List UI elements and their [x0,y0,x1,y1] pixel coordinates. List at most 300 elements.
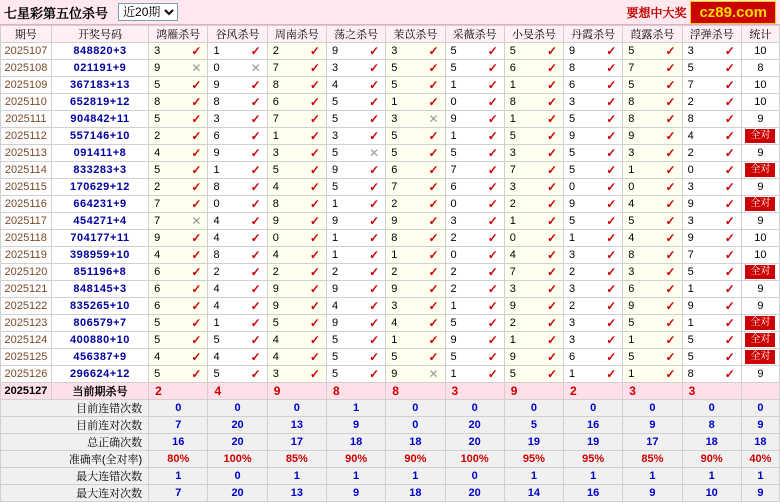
kill-number: 3 [391,45,398,57]
kill-number: 5 [628,351,635,363]
stat-value-9: 18 [682,434,741,451]
kill-cell-content [327,196,385,212]
cell-kill-1 [208,281,267,298]
check-icon: ✓ [724,197,735,211]
table-row [1,145,780,162]
cross-icon: ✕ [191,61,202,75]
kill-cell-content [683,349,741,365]
check-icon: ✓ [250,367,261,381]
cell-kill-2 [267,111,326,128]
check-icon: ✓ [191,299,202,313]
cell-period[interactable]: 2025123 [1,315,52,332]
check-icon: ✓ [250,78,261,92]
kill-number: 1 [509,334,516,346]
site-logo[interactable]: cz89.com [690,1,776,24]
kill-number: 1 [509,79,516,91]
check-icon: ✓ [665,78,676,92]
cell-period[interactable]: 2025107 [1,43,52,60]
kill-number: 4 [272,249,279,261]
check-icon: ✓ [546,61,558,75]
kill-number: 5 [272,164,279,176]
cell-kill-9 [682,349,741,366]
check-icon: ✓ [309,333,320,347]
cell-period[interactable]: 2025117 [1,213,52,230]
kill-number: 7 [628,62,635,74]
cell-period[interactable]: 2025120 [1,264,52,281]
check-icon: ✓ [191,95,202,109]
cell-kill-5 [445,213,504,230]
cell-kill-4 [386,162,445,179]
cell-kill-0 [149,247,208,264]
check-icon: ✓ [665,231,676,245]
kill-cell-content [683,145,741,161]
kill-number: 6 [154,283,161,295]
check-icon: ✓ [309,180,320,194]
kill-cell-content [623,366,681,382]
cell-period[interactable]: 2025121 [1,281,52,298]
cell-kill-2 [267,60,326,77]
check-icon: ✓ [546,248,558,262]
kill-cell-content [564,128,622,144]
kill-number: 4 [213,232,220,244]
check-icon: ✓ [665,146,676,160]
kill-number: 3 [628,147,635,159]
cell-kill-3 [326,315,385,332]
kill-cell-content [683,179,741,195]
kill-number: 5 [509,130,516,142]
check-icon: ✓ [487,146,498,160]
kill-number: 5 [628,45,635,57]
check-icon: ✓ [546,316,558,330]
check-icon: ✓ [250,265,261,279]
kill-number: 1 [628,368,635,380]
cell-summary: 9 [741,145,779,162]
cell-period[interactable]: 2025124 [1,332,52,349]
kill-number: 2 [509,317,516,329]
table-row [1,230,780,247]
check-icon: ✓ [606,350,617,364]
kill-number: 8 [391,232,398,244]
stat-value-6: 95% [504,451,563,468]
cell-kill-8 [623,247,682,264]
cell-kill-0 [149,332,208,349]
check-icon: ✓ [546,44,558,58]
cell-kill-2 [267,298,326,315]
check-icon: ✓ [487,265,498,279]
stat-value-4: 0 [386,417,445,434]
kill-number: 1 [450,300,457,312]
cell-kill-9 [682,264,741,281]
check-icon: ✓ [191,163,202,177]
cell-kill-0 [149,349,208,366]
kill-cell-content [386,94,444,110]
cell-period[interactable]: 2025119 [1,247,52,264]
cell-period[interactable]: 2025109 [1,77,52,94]
cell-kill-7 [564,366,623,383]
cell-period[interactable]: 2025110 [1,94,52,111]
kill-cell-content [268,43,326,59]
cell-period[interactable]: 2025114 [1,162,52,179]
kill-number: 6 [154,266,161,278]
kill-number: 5 [569,215,576,227]
check-icon: ✓ [546,78,558,92]
kill-cell-content [683,230,741,246]
kill-cell-content [623,281,681,297]
check-icon: ✓ [724,180,735,194]
check-icon: ✓ [724,350,735,364]
kill-number: 5 [391,351,398,363]
cell-kill-4 [386,196,445,213]
kill-number: 4 [391,317,398,329]
kill-number: 1 [213,164,220,176]
cell-kill-3 [326,196,385,213]
kill-cell-content [564,230,622,246]
kill-cell-content [386,179,444,195]
stat-value-4: 1 [386,468,445,485]
kill-number: 9 [331,215,339,227]
check-icon: ✓ [309,265,320,279]
cell-kill-8 [623,60,682,77]
stat-value-8: 85% [623,451,682,468]
stat-label: 最大连错次数 [1,468,149,485]
cell-kill-4 [386,179,445,196]
kill-number: 1 [687,283,694,295]
kill-number: 5 [509,368,516,380]
cell-period[interactable]: 2025118 [1,230,52,247]
cell-kill-2 [267,128,326,145]
kill-cell-content [446,332,504,348]
stat-value-4: 18 [386,434,445,451]
kill-cell-content [327,213,385,229]
check-icon: ✓ [724,78,735,92]
kill-cell-content [386,60,444,76]
kill-number: 3 [687,45,694,57]
kill-cell-content [505,179,563,195]
cell-period[interactable]: 2025108 [1,60,52,77]
kill-cell-content [149,298,207,314]
cell-period[interactable]: 2025116 [1,196,52,213]
period-select[interactable] [118,3,178,21]
cell-period[interactable]: 2025125 [1,349,52,366]
check-icon: ✓ [369,299,380,313]
kill-cell-content [564,264,622,280]
kill-number: 5 [450,351,457,363]
cell-kill-4 [386,281,445,298]
kill-cell-content [505,60,563,76]
stat-value-1: 0 [208,468,267,485]
kill-cell-content [505,230,563,246]
check-icon: ✓ [665,350,676,364]
cell-kill-3 [326,128,385,145]
kill-cell-content [683,162,741,178]
cell-kill-3 [326,298,385,315]
cell-period[interactable]: 2025115 [1,179,52,196]
cell-summary: 10 [741,77,779,94]
kill-number: 6 [569,351,576,363]
check-icon: ✓ [309,231,320,245]
check-icon: ✓ [191,316,202,330]
check-icon: ✓ [546,299,558,313]
stat-row-2 [1,434,780,451]
cell-summary [741,162,779,179]
kill-number: 8 [213,96,220,108]
check-icon: ✓ [250,112,261,126]
kill-cell-content [327,281,385,297]
kill-cell-content [564,332,622,348]
check-icon: ✓ [724,129,735,143]
stat-row-4 [1,468,780,485]
kill-cell-content [268,162,326,178]
cell-kill-0 [149,162,208,179]
kill-number: 5 [628,317,635,329]
check-icon: ✓ [606,333,617,347]
stat-value-5: 100% [445,451,504,468]
cell-kill-3 [326,94,385,111]
check-icon: ✓ [309,299,320,313]
kill-cell-content [623,264,681,280]
check-icon: ✓ [665,112,676,126]
check-icon: ✓ [369,333,380,347]
kill-cell-content [446,315,504,331]
stat-value-5: 20 [445,485,504,502]
kill-cell-content [327,111,385,127]
cell-open-number: 833283+3 [51,162,148,179]
cell-kill-6 [504,43,563,60]
check-icon: ✓ [665,214,676,228]
kill-cell-content [564,60,622,76]
cell-kill-8 [623,111,682,128]
check-icon: ✓ [487,112,498,126]
kill-cell-content [268,179,326,195]
check-icon: ✓ [309,78,320,92]
cell-kill-0 [149,264,208,281]
kill-number: 9 [213,79,220,91]
cell-kill-3 [326,213,385,230]
cell-kill-8 [623,179,682,196]
kill-cell-content [564,179,622,195]
cell-kill-1 [208,247,267,264]
kill-cell-content [623,332,681,348]
cell-kill-1 [208,230,267,247]
kill-number: 5 [331,96,339,108]
check-icon: ✓ [665,248,676,262]
kill-number: 1 [687,317,694,329]
kill-number: 2 [154,130,161,142]
cross-icon: ✕ [369,146,380,160]
kill-cell-content [683,60,741,76]
cell-period[interactable]: 2025122 [1,298,52,315]
kill-number: 4 [331,79,339,91]
cell-summary [741,264,779,281]
check-icon: ✓ [369,163,380,177]
check-icon: ✓ [487,95,498,109]
kill-cell-content [505,264,563,280]
cell-kill-7 [564,315,623,332]
check-icon: ✓ [369,367,380,381]
kill-cell-content [208,298,266,314]
check-icon: ✓ [606,44,617,58]
kill-number: 4 [154,249,161,261]
kill-cell-content [268,366,326,382]
cell-kill-9 [682,332,741,349]
cell-kill-7 [564,60,623,77]
kill-cell-content [327,264,385,280]
check-icon: ✓ [309,350,320,364]
cell-kill-4 [386,145,445,162]
kill-number: 3 [509,147,516,159]
check-icon: ✓ [606,163,617,177]
check-icon: ✓ [191,367,202,381]
cell-kill-6 [504,349,563,366]
stat-value-2: 13 [267,417,326,434]
check-icon: ✓ [428,265,439,279]
cell-kill-2 [267,332,326,349]
kill-cell-content [268,128,326,144]
check-icon: ✓ [191,282,202,296]
cell-kill-9 [682,230,741,247]
cell-period[interactable]: 2025113 [1,145,52,162]
check-icon: ✓ [546,146,558,160]
kill-number: 6 [450,181,457,193]
stat-value-4: 0 [386,400,445,417]
check-icon: ✓ [665,44,676,58]
cell-kill-1 [208,162,267,179]
check-icon: ✓ [665,61,676,75]
cell-kill-1 [208,94,267,111]
kill-number: 8 [628,249,635,261]
cell-kill-6 [504,298,563,315]
cell-open-number: 170629+12 [51,179,148,196]
cell-open-number: 398959+10 [51,247,148,264]
kill-number: 0 [687,164,694,176]
cell-kill-6 [504,315,563,332]
kill-number: 6 [509,62,516,74]
cell-open-number: 848145+3 [51,281,148,298]
kill-number: 8 [628,96,635,108]
kill-cell-content [208,94,266,110]
cell-kill-0 [149,111,208,128]
check-icon: ✓ [724,282,735,296]
cell-kill-8 [623,145,682,162]
check-icon: ✓ [369,44,380,58]
cell-kill-2 [267,281,326,298]
current-kill-1: 4 [208,383,267,400]
check-icon: ✓ [487,214,498,228]
kill-cell-content [446,230,504,246]
check-icon: ✓ [606,316,617,330]
kill-cell-content [386,145,444,161]
cell-kill-7 [564,111,623,128]
check-icon: ✓ [369,350,380,364]
cross-icon: ✕ [428,367,439,381]
cell-kill-1 [208,179,267,196]
table-body [1,43,780,502]
check-icon: ✓ [487,129,498,143]
kill-cell-content [505,349,563,365]
stat-summary: 18 [741,434,779,451]
check-icon: ✓ [309,61,320,75]
kill-number: 9 [272,283,279,295]
check-icon: ✓ [309,44,320,58]
kill-cell-content [208,264,266,280]
check-icon: ✓ [665,95,676,109]
kill-number: 8 [687,368,694,380]
kill-number: 1 [391,96,398,108]
kill-cell-content [268,213,326,229]
kill-number: 7 [687,79,694,91]
kill-cell-content [623,77,681,93]
kill-number: 3 [569,283,576,295]
check-icon: ✓ [724,367,735,381]
kill-number: 1 [450,79,457,91]
cell-period[interactable]: 2025112 [1,128,52,145]
kill-number: 5 [213,334,220,346]
current-summary [741,383,779,400]
cell-kill-0 [149,43,208,60]
kill-number: 3 [331,62,339,74]
cell-kill-5 [445,162,504,179]
cell-kill-4 [386,128,445,145]
check-icon: ✓ [250,231,261,245]
kill-number: 6 [154,300,161,312]
stat-row-1 [1,417,780,434]
kill-number: 4 [154,147,161,159]
kill-cell-content [208,43,266,59]
kill-cell-content [268,298,326,314]
kill-number: 3 [569,334,576,346]
kill-cell-content [208,162,266,178]
check-icon: ✓ [665,265,676,279]
check-icon: ✓ [724,163,735,177]
kill-cell-content [564,281,622,297]
check-icon: ✓ [309,129,320,143]
kill-cell-content [505,281,563,297]
check-icon: ✓ [191,231,202,245]
full-correct-badge: 全对 [745,163,775,177]
cell-kill-5 [445,298,504,315]
check-icon: ✓ [250,44,261,58]
cell-period[interactable]: 2025111 [1,111,52,128]
cell-kill-8 [623,128,682,145]
kill-cell-content [268,247,326,263]
kill-cell-content [327,60,385,76]
kill-number: 5 [450,62,457,74]
cell-open-number: 904842+11 [51,111,148,128]
check-icon: ✓ [250,163,261,177]
kill-number: 2 [450,283,457,295]
check-icon: ✓ [665,163,676,177]
kill-cell-content [208,111,266,127]
kill-number: 0 [450,96,457,108]
kill-number: 9 [391,215,398,227]
cell-period[interactable]: 2025126 [1,366,52,383]
cell-kill-5 [445,247,504,264]
cell-kill-1 [208,77,267,94]
cell-kill-4 [386,264,445,281]
cell-kill-1 [208,264,267,281]
kill-number: 6 [569,79,576,91]
stat-value-1: 100% [208,451,267,468]
kill-number: 1 [569,368,576,380]
kill-number: 0 [450,198,457,210]
kill-cell-content [208,230,266,246]
kill-cell-content [149,179,207,195]
column-header-1: 开奖号码 [51,26,148,43]
cell-open-number: 848820+3 [51,43,148,60]
kill-number: 4 [272,334,279,346]
kill-cell-content [564,213,622,229]
cell-kill-3 [326,179,385,196]
